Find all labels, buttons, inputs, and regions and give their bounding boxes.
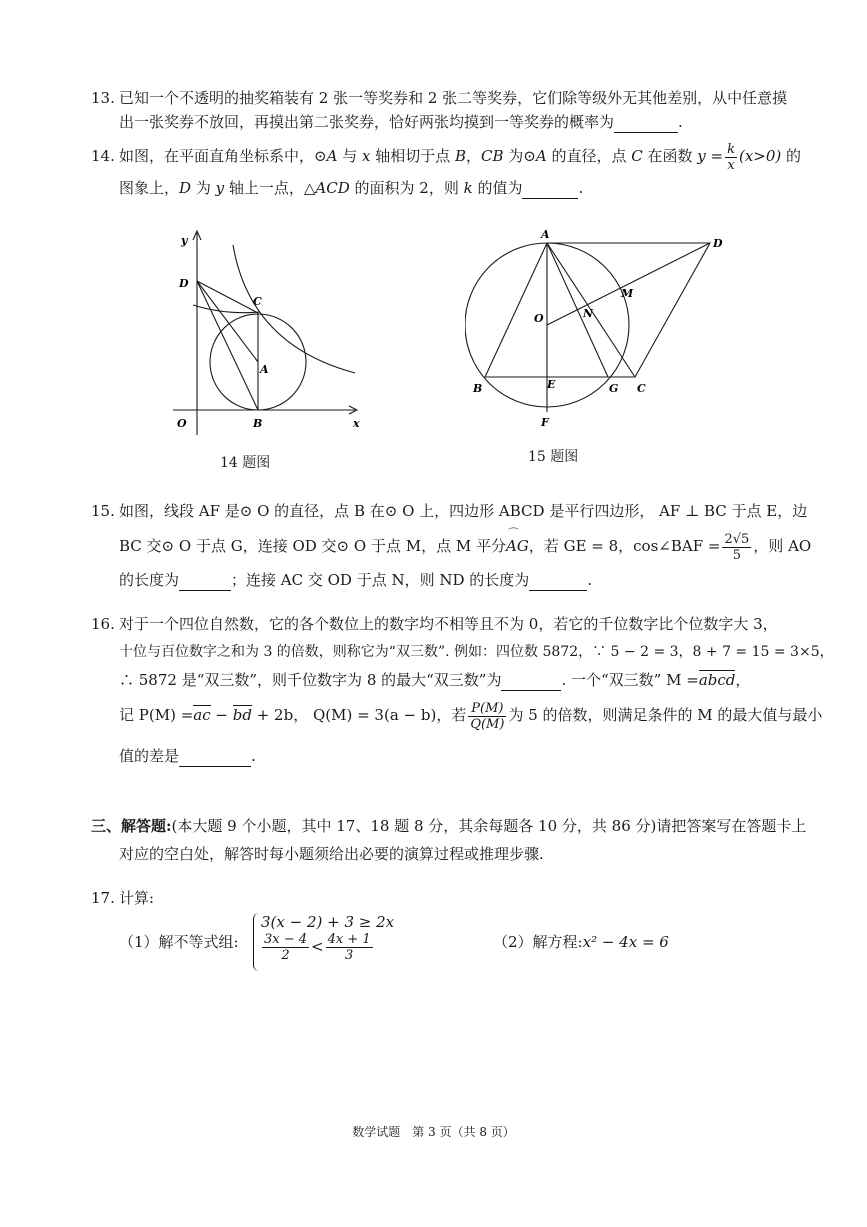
q16-ac: ac [193, 706, 211, 724]
q15-text: ，则 AO [753, 537, 812, 555]
q15-answer-blank-2 [529, 570, 587, 591]
fig15-parallelogram-ABCD [485, 243, 710, 377]
q15-text: ；连接 AC 交 OD 于点 N，则 ND 的长度为 [231, 571, 530, 589]
q14-text: 的值为 [472, 179, 523, 197]
q17-title: 计算: [119, 889, 155, 907]
fig15-label-A: A [541, 228, 550, 241]
q14-text: 如图，在平面直角坐标系中，⊙ [119, 147, 327, 165]
q16-answer-blank-2 [179, 746, 251, 767]
q17-part2-label: （2）解方程: [493, 933, 583, 951]
q16-text: ∴ 5872 是“双三数”，则千位数字为 8 的最大“双三数”为 [119, 671, 502, 689]
page-footer: 数学试题 第 3 页（共 8 页） [352, 1125, 515, 1139]
q14-var: ACD [315, 179, 350, 197]
q17-frac-left-den: 2 [281, 948, 290, 963]
q14-text: 在函数 [642, 147, 698, 165]
fig14-label-O: O [177, 417, 187, 430]
q15-line3 [119, 570, 592, 591]
q14-var: D [179, 179, 192, 197]
q14-text: 轴相切于点 [370, 147, 455, 165]
fig15-label-D: D [713, 237, 723, 250]
q16-text: 值的差是 [119, 747, 180, 765]
q15-line2 [119, 527, 812, 563]
q15-arc-mark: ⌒ [507, 527, 519, 540]
q14-var: y = [697, 147, 724, 165]
q14-end: . [578, 179, 584, 197]
q14-var: x [361, 147, 371, 165]
section-3-line2: 对应的空白处，解答时每小题须给出必要的演算过程或推理步骤. [119, 845, 544, 863]
fig15-label-O: O [534, 312, 544, 325]
q16-answer-blank-1 [501, 670, 561, 691]
q17-frac-right-num: 4x + 1 [327, 932, 371, 947]
q16-line1: 对于一个四位自然数，它的各个数位上的数字均不相等且不为 0，若它的千位数字比个位数字大 3， [119, 615, 778, 633]
q16-text: ， [735, 671, 751, 689]
q17-frac-left [262, 932, 309, 963]
q16-text: . 一个“双三数” M = [561, 671, 699, 689]
q13-line1: 已知一个不透明的抽奖箱装有 2 张一等奖券和 2 张二等奖券，它们除等级外无其他差别，从中任意摸 [119, 89, 788, 107]
q14-fraction [725, 142, 737, 173]
q16-frac-num: P(M) [468, 701, 506, 717]
q16-text: + 2b， Q(M) = 3(a − b)，若 [251, 706, 467, 724]
q15-arc-label: AG [505, 537, 529, 555]
q14-text: 为⊙ [503, 147, 536, 165]
q14-text: 的 [781, 147, 802, 165]
q14-frac-den: x [727, 157, 735, 173]
fig14-label-D: D [179, 277, 189, 290]
q13-number: 13. [91, 89, 115, 107]
q16-line5 [119, 746, 256, 767]
fig14-label-y: y [181, 234, 188, 247]
section-3-text: (本大题 9 个小题，其中 17、18 题 8 分，其余每题各 10 分，共 86 分)请把答案写在答题卡上 [171, 817, 807, 835]
section-3-label: 三、解答题: [91, 817, 172, 835]
q14-text: 轴上一点，△ [224, 179, 316, 197]
q14-var: B [454, 147, 467, 165]
q16-frac-den: Q(M) [470, 716, 505, 732]
q14-frac-num: k [727, 141, 735, 157]
q17-part2 [493, 932, 669, 952]
q17-brace [253, 913, 260, 971]
q14-var: A [326, 147, 338, 165]
q14-text: 的面积为 2，则 [349, 179, 464, 197]
q15-cos-fraction [722, 532, 751, 563]
q16-text: 记 P(M) = [119, 706, 194, 724]
q17-equation: x² − 4x = 6 [582, 933, 669, 951]
q16-line2: 十位与百位数字之和为 3 的倍数，则称它为“双三数”. 例如：四位数 5872，∵ 5 − 2 = 3，8 + 7 = 15 = 3×5， [119, 644, 834, 660]
q15-cos-den: 5 [732, 547, 742, 563]
q16-text: − [210, 706, 233, 724]
fig15-label-N: N [583, 307, 594, 320]
q14-var: y [215, 179, 225, 197]
q17-frac-left-num: 3x − 4 [264, 932, 308, 947]
fig14-label-A: A [260, 363, 269, 376]
q14-text: 为 [191, 179, 216, 197]
q14-condition: (x>0) [739, 147, 782, 165]
fig14-label-B: B [253, 417, 263, 430]
q17-number: 17. [91, 889, 115, 907]
fig14-label-C: C [253, 295, 262, 308]
q17-part1-label: （1）解不等式组: [119, 933, 239, 951]
q13-end: . [678, 113, 683, 131]
q16-end: . [251, 747, 256, 765]
q17-frac-right-den: 3 [344, 948, 354, 963]
q16-line4 [119, 698, 822, 732]
fig15-label-G: G [609, 382, 619, 395]
fig15-label-F: F [541, 416, 549, 429]
q13-line2 [119, 112, 683, 133]
q17-ineq2 [260, 932, 375, 963]
q14-var: k [463, 179, 473, 197]
q14-line2 [119, 178, 583, 199]
q13-answer-blank [614, 112, 678, 133]
q14-text: 图象上， [119, 179, 180, 197]
q17-op: < [311, 937, 324, 956]
fig14-caption: 14 题图 [220, 455, 271, 471]
q15-number: 15. [91, 502, 115, 520]
fig15-label-M: M [621, 287, 634, 300]
q14-text: ， [466, 147, 482, 165]
q15-line1: 如图，线段 AF 是⊙ O 的直径，点 B 在⊙ O 上，四边形 ABCD 是平行四边形， AF ⊥ BC 于点 E，边 [119, 502, 808, 520]
fig14-seg-DB [197, 281, 258, 410]
q16-abcd: abcd [698, 671, 736, 689]
q15-arc [505, 527, 529, 562]
q15-text: 的长度为 [119, 571, 180, 589]
q14-answer-blank [522, 178, 578, 199]
q14-line1 [119, 140, 801, 173]
q17-frac-right [326, 932, 373, 963]
q15-end: . [587, 571, 593, 589]
q16-text: 为 5 的倍数，则满足条件的 M 的最大值与最小 [508, 706, 823, 724]
figure-14 [165, 225, 380, 445]
fig15-caption: 15 题图 [528, 449, 579, 465]
q15-text: BC 交⊙ O 于点 G，连接 OD 交⊙ O 于点 M，点 M 平分 [119, 537, 506, 555]
q15-answer-blank-1 [179, 570, 231, 591]
q14-text: 的直径，点 [546, 147, 632, 165]
fig14-label-x: x [353, 417, 360, 430]
q16-bd: bd [232, 706, 252, 724]
q13-line2-text: 出一张奖券不放回，再摸出第二张奖券，恰好两张均摸到一等奖券的概率为 [119, 113, 615, 131]
fig15-label-C: C [637, 382, 646, 395]
fig15-label-B: B [473, 382, 483, 395]
q15-text: ，若 GE = 8，cos∠BAF = [528, 537, 721, 555]
q14-var: C [631, 147, 643, 165]
q16-fraction [468, 701, 506, 732]
q17-ineq1: 3(x − 2) + 3 ≥ 2x [261, 913, 395, 931]
q16-number: 16. [91, 615, 115, 633]
q16-line3 [119, 670, 750, 691]
q15-cos-num: 2√5 [724, 531, 750, 547]
fig15-label-E: E [547, 378, 556, 391]
q14-var: A [535, 147, 547, 165]
figure-15 [465, 225, 735, 435]
q14-number: 14. [91, 147, 115, 165]
q14-text: 与 [337, 147, 362, 165]
section-3-line1 [91, 816, 806, 836]
q14-var: CB [481, 147, 504, 165]
